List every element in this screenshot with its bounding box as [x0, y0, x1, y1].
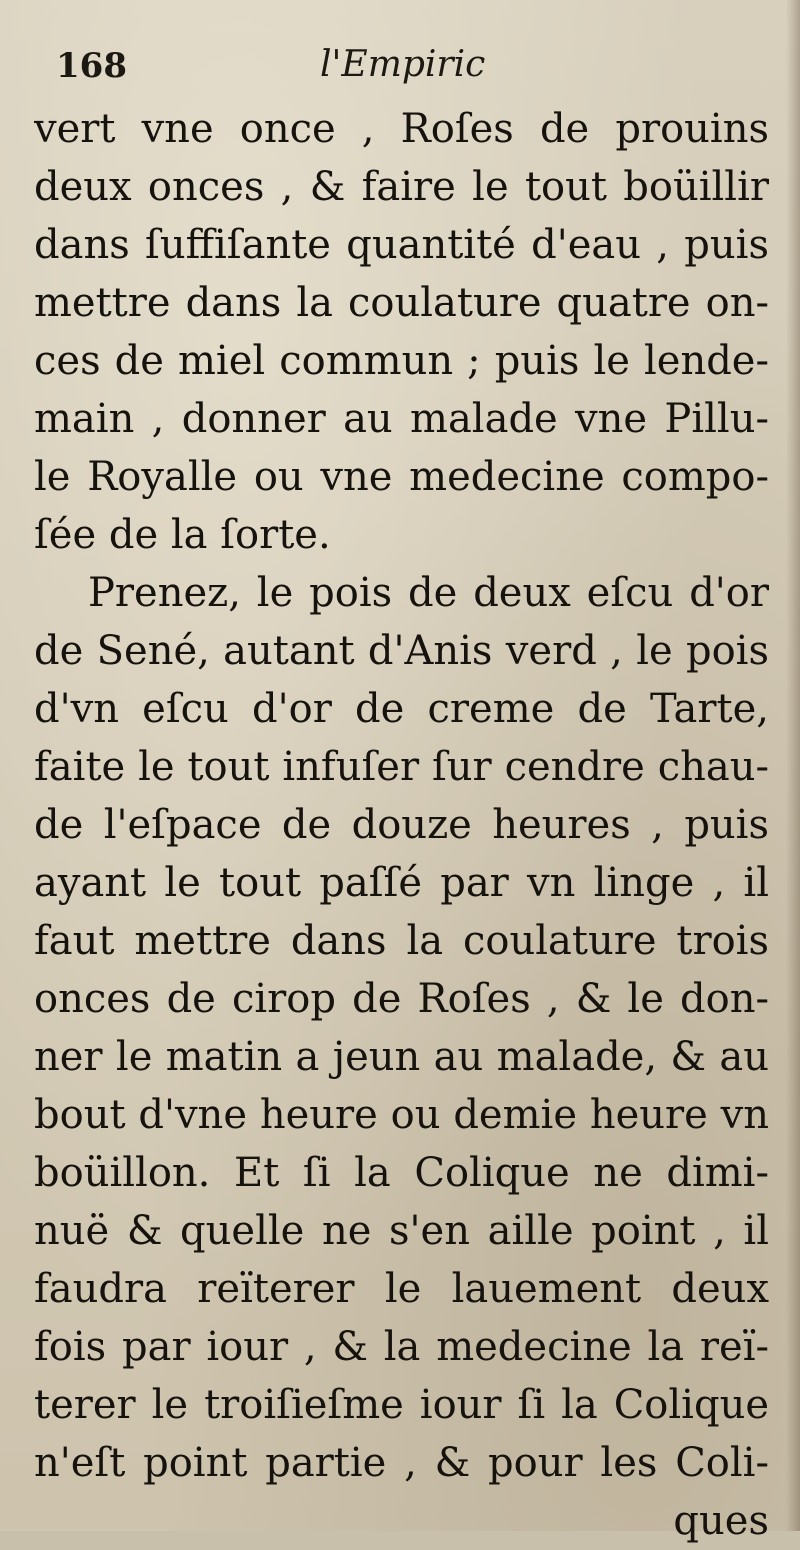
text-line: fois par iour , & la medecine la reï- — [34, 1324, 769, 1370]
page-edge-shadow — [786, 0, 800, 1531]
text-line: boüillon. Et ſi la Colique ne dimi- — [34, 1150, 769, 1196]
running-title: l'Empiric — [320, 44, 486, 85]
text-line: dans ſuffiſante quantité d'eau , puis — [34, 222, 769, 268]
text-line: nuë & quelle ne s'en aille point , il — [34, 1208, 769, 1254]
text-line: terer le troiſieſme iour ſi la Colique — [34, 1382, 769, 1428]
text-line: vert vne once , Roſes de prouins — [34, 106, 769, 152]
text-line: faudra reïterer le lauement deux — [34, 1266, 769, 1312]
text-line: ſée de la ſorte. — [34, 512, 331, 558]
text-line: ces de miel commun ; puis le lende- — [34, 338, 769, 384]
text-line: main , donner au malade vne Pillu- — [34, 396, 769, 442]
body-text — [34, 100, 769, 1550]
page-header — [56, 44, 746, 94]
text-line: n'eſt point partie , & pour les Coli- — [34, 1440, 769, 1486]
text-line: deux onces , & faire le tout boüillir — [34, 164, 769, 210]
catchword: ques — [673, 1498, 769, 1544]
text-line: d'vn eſcu d'or de creme de Tarte, — [34, 686, 769, 732]
text-line: bout d'vne heure ou demie heure vn — [34, 1092, 769, 1138]
text-line: onces de cirop de Roſes , & le don- — [34, 976, 769, 1022]
text-line: de l'eſpace de douze heures , puis — [34, 802, 769, 848]
text-line: faite le tout infuſer ſur cendre chau- — [34, 744, 769, 790]
text-line: de Sené, autant d'Anis verd , le pois — [34, 628, 769, 674]
text-line: mettre dans la coulature quatre on- — [34, 280, 769, 326]
text-line: faut mettre dans la coulature trois — [34, 918, 769, 964]
page-number: 168 — [56, 46, 127, 86]
text-line: ayant le tout paſſé par vn linge , il — [34, 860, 769, 906]
text-line: ner le matin a jeun au malade, & au — [34, 1034, 769, 1080]
text-line: le Royalle ou vne medecine compo- — [34, 454, 769, 500]
paragraph-first-line: Prenez, le pois de deux eſcu d'or — [88, 570, 769, 616]
